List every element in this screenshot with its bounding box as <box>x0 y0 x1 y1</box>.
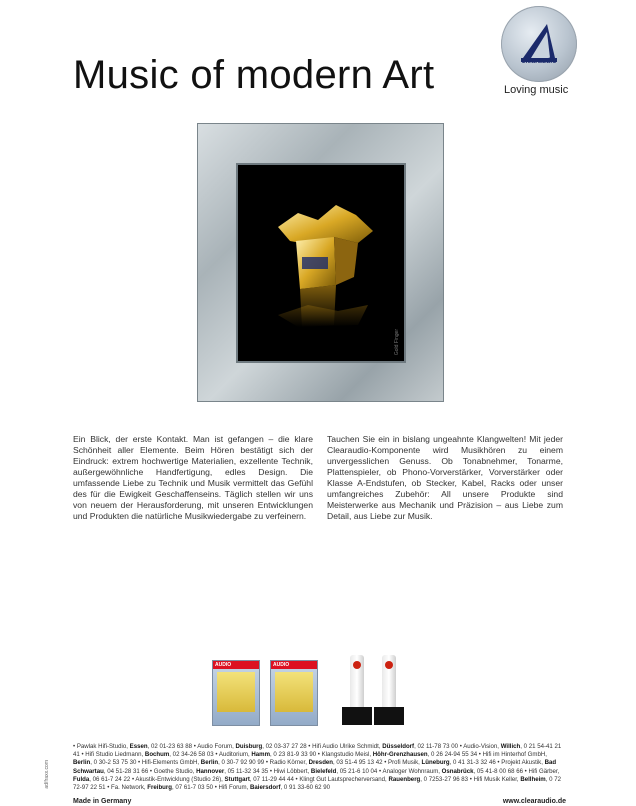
dealer-city: Rauenberg <box>388 775 421 783</box>
dealer-city: Düsseldorf <box>382 743 415 750</box>
award-badge: AUDIO <box>271 661 317 669</box>
dealer-entry: , 04 51-28 31 66 • Goethe Studio, <box>103 767 197 775</box>
dealer-city: Hannover <box>196 767 225 775</box>
award-certificate <box>270 660 318 726</box>
product-photo <box>238 165 404 361</box>
dealer-city: Fulda <box>73 775 90 783</box>
dealer-entry: , 07 61-7 03 50 • Hifi Forum, <box>172 784 251 792</box>
dealer-entry: • Pawlak Hifi-Studio, <box>73 743 130 750</box>
dealer-entry: , 0 72 72-97 22 51 • Fa. Network, <box>73 775 561 792</box>
dealer-entry: , 02 03-37 27 28 • Hifi Audio Ulrike Schmidt, <box>262 743 383 750</box>
gold-cartridge-image <box>238 165 404 361</box>
body-text-left: Ein Blick, der erste Kontakt. Man ist gefangen – die klare Schönheit aller Elemente. Beim Hören bestätigt sich der Eindruck: extrem hochwertige Materialien, exzellente Technik, außergewöhnliche Handfertigung, edles Design. Die umfassende Liebe zu Technik und Musik vermittelt das Gefühl des für die Ewigkeit Geschaffenseins. Täglich stellen wir uns von neuem der Herausforderung, mit unseren Entwicklungen und Produkten die natürliche Musikwiedergabe zu verfeinern. <box>73 434 313 521</box>
dealer-entry: , 0 23 81-9 33 90 • Klangstudio Meisl, <box>270 751 373 759</box>
photo-credit: Gold Finger <box>394 328 400 355</box>
trophy-base <box>374 707 404 725</box>
website-link[interactable]: www.clearaudio.de <box>502 798 566 805</box>
dealer-city: Bochum <box>144 751 170 759</box>
ad-credit: ad/fraxx.com <box>44 760 50 789</box>
award-seal <box>275 672 313 712</box>
dealer-city: Freiburg <box>147 784 172 792</box>
clearaudio-logo <box>501 6 577 82</box>
dealer-city: Bielefeld <box>310 767 337 775</box>
dealer-city: Willich <box>500 743 521 750</box>
dealer-entry: , 02 34-26 58 03 • Auditorium, <box>169 751 252 759</box>
dealer-entry: , 02 01-23 63 88 • Audio Forum, <box>147 743 236 750</box>
dealer-city: Berlin <box>200 759 219 767</box>
award-seal <box>217 672 255 712</box>
dealer-city: Berlin <box>73 759 91 767</box>
dealer-city: Baiersdorf <box>250 784 281 792</box>
dealer-entry: , 0 91 33-60 62 90 <box>280 784 330 792</box>
dealer-entry: , 05 41-8 00 68 66 • Hifi Gärber, <box>473 767 560 775</box>
awards-group <box>212 655 408 735</box>
dealer-entry: , 0 26 24-94 55 34 • Hifi im Hinterhof GmbH, <box>427 751 547 759</box>
dealer-city: Bad Schwartau <box>73 759 557 775</box>
tagline: Loving music <box>504 84 569 96</box>
dealer-entry: , 05 21-6 10 04 • Analoger Wohnraum, <box>336 767 442 775</box>
made-in-label: Made in Germany <box>73 798 132 805</box>
dealer-city: Stuttgart <box>224 775 250 783</box>
dealer-entry: , 0 41 31-3 32 46 • Projekt Akustik, <box>449 759 545 767</box>
dealer-entry: , 06 61-7 24 22 • Akustik-Entwicklung (Studio 26), <box>89 775 225 783</box>
dealer-list <box>73 743 567 792</box>
picture-frame <box>197 123 444 402</box>
dealer-entry: , 05 11-32 34 35 • Hiwi Löbbert, <box>224 767 311 775</box>
trophy-icon <box>382 655 396 713</box>
dealer-entry: , 0 21 54-41 21 41 • Hifi Studio Liedmann, <box>73 743 562 759</box>
dealer-entry: , 0 7253-27 96 83 • Hifi Musik Keller, <box>420 775 521 783</box>
page-title: Music of modern Art <box>73 52 435 97</box>
dealer-city: Höhr-Grenzhausen <box>372 751 428 759</box>
trophy-base <box>342 707 372 725</box>
body-text-right: Tauchen Sie ein in bislang ungeahnte Klangwelten! Mit jeder Clearaudio-Komponente wird Musikhören zu einem unvergesslichen Genuss. Ob Tonabnehmer, Tonarme, Plattenspieler, ob Phono-Vorverstärker, Vorverstärker oder Klasse A-Endstufen, ob Stecker, Kabel, Racks oder unser umfangreiches Zubehör: All unsere Produkte sind Meisterwerke aus Mechanik und Präzision – aus Liebe zum Detail, aus Liebe zur Musik. <box>327 434 563 521</box>
dealer-city: Hamm <box>251 751 271 759</box>
logo-wordmark: clearaudio <box>521 58 557 65</box>
dealer-entry: , 02 11-78 73 00 • Audio-Vision, <box>414 743 501 750</box>
dealer-city: Bellheim <box>520 775 546 783</box>
dealer-city: Osnabrück <box>441 767 474 775</box>
dealer-entry: , 03 51-4 95 13 42 • Profi Musik, <box>333 759 422 767</box>
dealer-entry: , 07 11-29 44 44 • Klingt Gut Lautsprecherversand, <box>249 775 389 783</box>
dealer-entry: , 0 30-2 53 75 30 • Hifi-Elements GmbH, <box>90 759 201 767</box>
dealer-city: Essen <box>129 743 148 750</box>
trophy-icon <box>350 655 364 713</box>
dealer-city: Duisburg <box>235 743 263 750</box>
dealer-entry: , 0 30-7 92 90 99 • Radio Körner, <box>218 759 309 767</box>
award-badge: AUDIO <box>213 661 259 669</box>
award-certificate <box>212 660 260 726</box>
dealer-city: Lüneburg <box>421 759 450 767</box>
dealer-city: Dresden <box>308 759 334 767</box>
